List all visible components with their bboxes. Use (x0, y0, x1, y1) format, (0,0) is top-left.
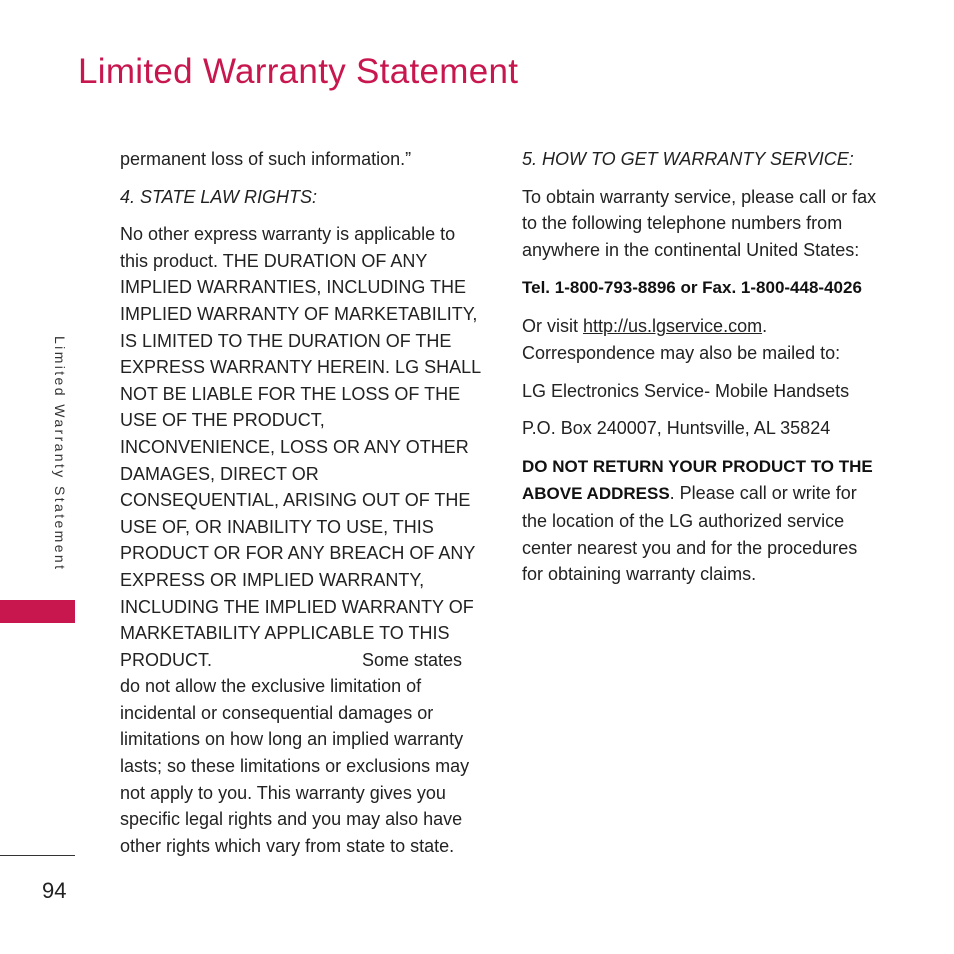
visit-suffix: . Correspondence may also be mailed to: (522, 316, 841, 363)
visit-paragraph (522, 313, 877, 366)
service-url-link[interactable]: http://us.lgservice.com (583, 316, 763, 337)
section-accent-bar (0, 600, 75, 623)
phone-numbers: Tel. 1-800-793-8896 or Fax. 1-800-448-4026 (522, 278, 862, 298)
page-title: Limited Warranty Statement (78, 52, 519, 91)
continuation-text: permanent loss of such information.” (120, 149, 412, 169)
section-5-heading: 5. HOW TO GET WARRANTY SERVICE: (522, 149, 854, 169)
page-number: 94 (42, 878, 67, 903)
section-4-body-rest: Some states do not allow the exclusive limitation of incidental or consequential damages or limitations on how long an implied warranty lasts; so these limitations or exclusions may not apply to you. This warranty gives you specific legal rights and you may also have other rights which vary from state to state. (120, 649, 470, 856)
visit-prefix: Or visit (522, 316, 583, 337)
return-warning (522, 453, 877, 588)
service-intro: To obtain warranty service, please call or fax to the following telephone numbers from anywhere in the continental United States: (522, 186, 877, 260)
side-section-label: Limited Warranty Statement (52, 336, 68, 572)
section-4-body (120, 221, 482, 859)
section-4-body-caps: No other express warranty is applicable to this product. THE DURATION OF ANY IMPLIED WARRANTIES, INCLUDING THE IMPLIED WARRANTY OF MARKETABILITY, IS LIMITED TO THE DURATION OF THE EXPRESS WARRANTY HEREIN. LG SHALL NOT BE LIABLE FOR THE LOSS OF THE USE OF THE PRODUCT, INCONVENIENCE, LOSS OR ANY OTHER DAMAGES, DIRECT OR CONSEQUENTIAL, ARISING OUT OF THE USE OF, OR INABILITY TO USE, THIS PRODUCT OR FOR ANY BREACH OF ANY EXPRESS OR IMPLIED WARRANTY, INCLUDING THE IMPLIED WARRANTY OF MARKETABILITY APPLICABLE TO THIS PRODUCT. (120, 224, 481, 670)
left-column (120, 146, 482, 870)
return-warning-rest: . Please call or write for the location of the LG authorized service center nearest you and for the procedures for obtaining warranty claims. (522, 483, 858, 585)
mailing-address-line-2: P.O. Box 240007, Huntsville, AL 35824 (522, 418, 831, 439)
mailing-address-line-1: LG Electronics Service- Mobile Handsets (522, 380, 850, 401)
footer-rule (0, 855, 75, 856)
return-warning-bold: DO NOT RETURN YOUR PRODUCT TO THE ABOVE ADDRESS (522, 456, 873, 504)
section-4-heading: 4. STATE LAW RIGHTS: (120, 186, 318, 207)
right-column (522, 146, 877, 599)
